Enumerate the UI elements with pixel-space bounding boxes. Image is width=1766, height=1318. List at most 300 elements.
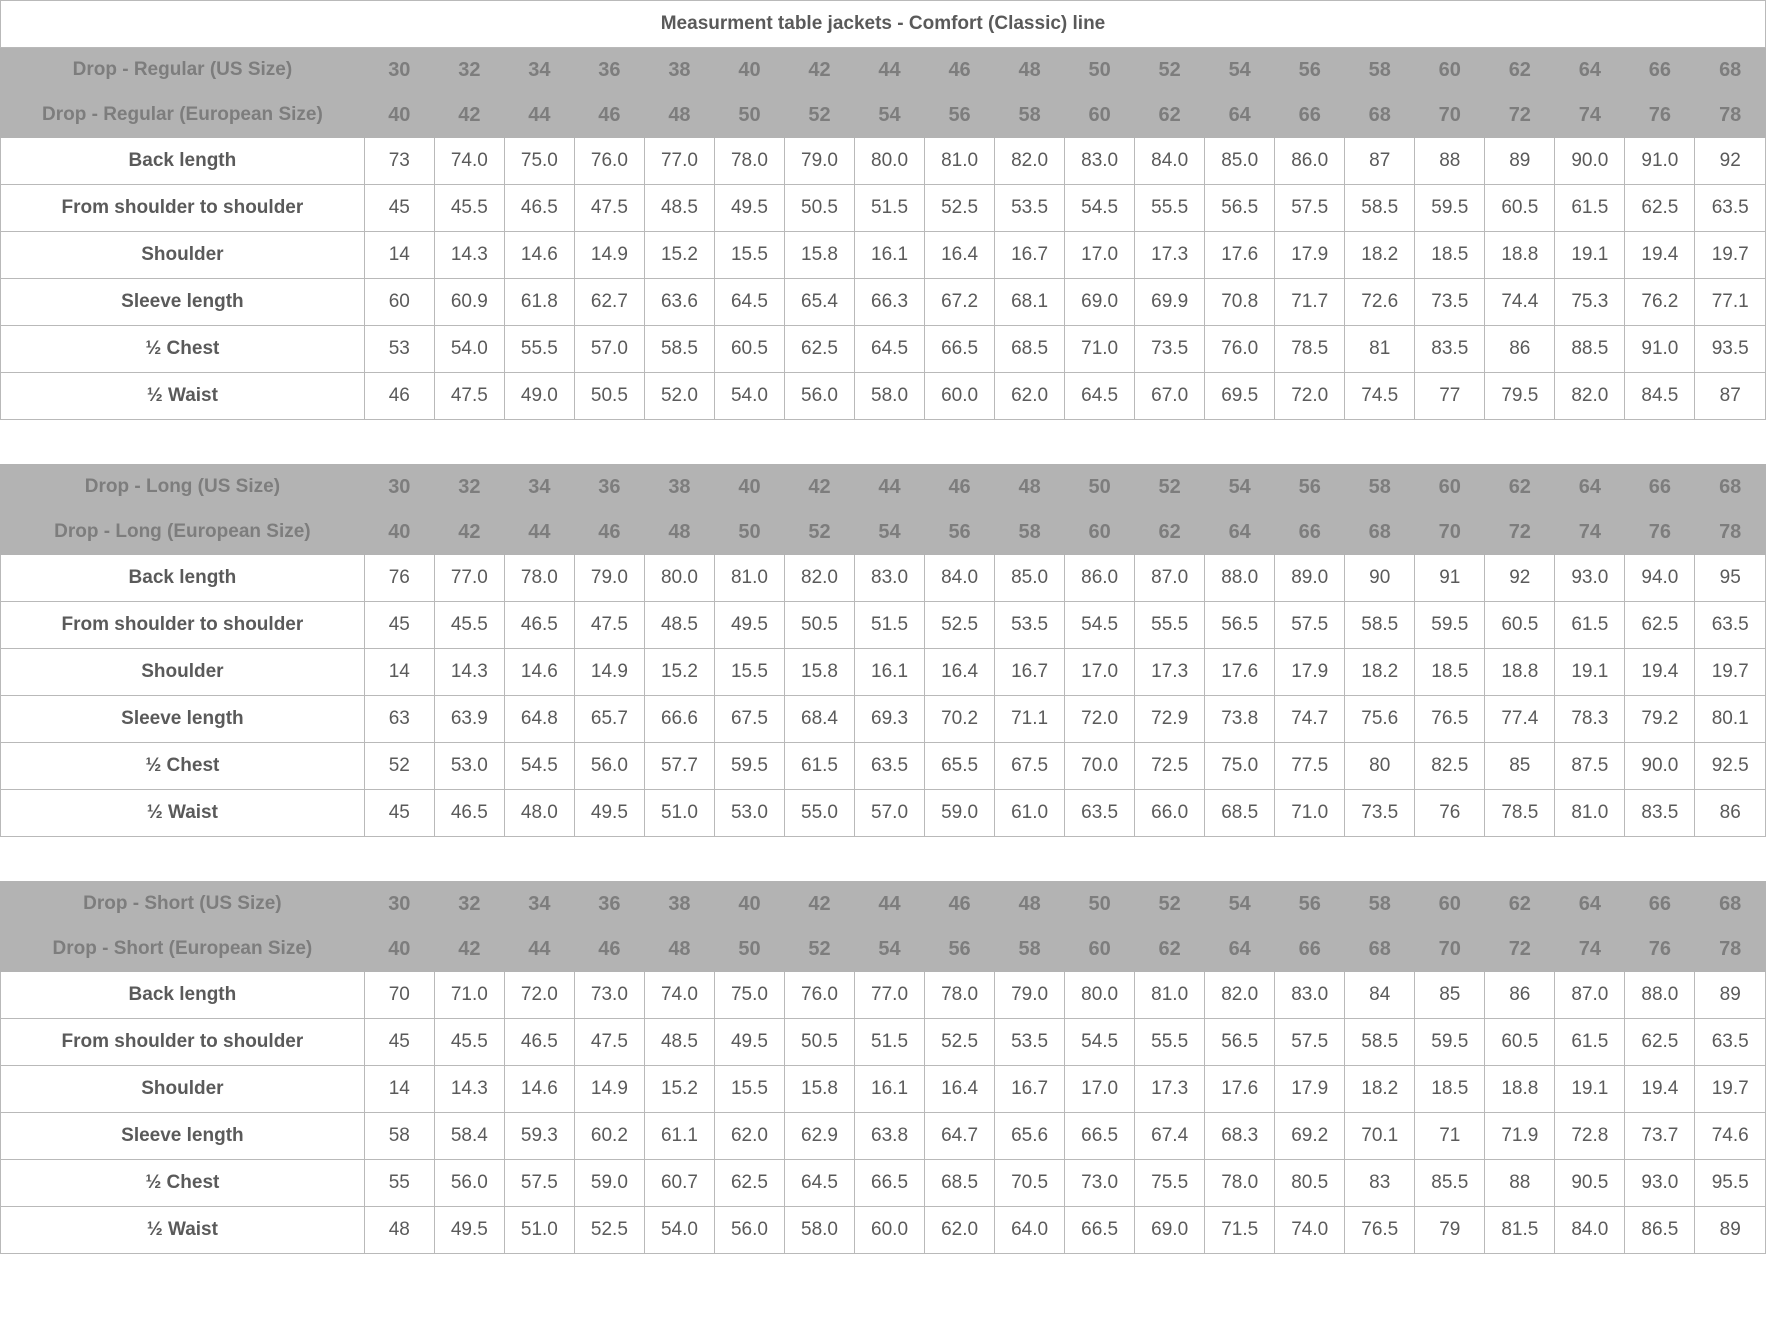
header-size-eu: 76 (1625, 93, 1695, 138)
header-size-eu: 44 (504, 510, 574, 555)
header-size-eu: 70 (1415, 93, 1485, 138)
header-size-eu: 78 (1695, 93, 1766, 138)
row-label: Back length (1, 972, 365, 1019)
header-size-us: 48 (995, 465, 1065, 510)
measurement-cell: 84.0 (925, 555, 995, 602)
measurement-cell: 14.6 (504, 1066, 574, 1113)
measurement-cell: 71.1 (995, 696, 1065, 743)
measurement-cell: 69.5 (1205, 373, 1275, 420)
header-size-eu: 58 (995, 93, 1065, 138)
measurement-cell: 16.1 (855, 1066, 925, 1113)
measurement-cell: 15.8 (784, 649, 854, 696)
measurement-cell: 57.5 (504, 1160, 574, 1207)
header-size-us: 52 (1135, 48, 1205, 93)
measurement-cell: 72.6 (1345, 279, 1415, 326)
measurement-cell: 47.5 (574, 185, 644, 232)
header-size-us: 64 (1555, 882, 1625, 927)
measurement-cell: 74.0 (434, 138, 504, 185)
measurement-cell: 17.3 (1135, 649, 1205, 696)
header-size-eu: 54 (855, 927, 925, 972)
header-size-eu: 72 (1485, 927, 1555, 972)
header-size-us: 32 (434, 882, 504, 927)
measurement-cell: 64.5 (784, 1160, 854, 1207)
measurement-cell: 78.0 (925, 972, 995, 1019)
measurement-cell: 92 (1695, 138, 1766, 185)
measurement-cell: 54.0 (644, 1207, 714, 1254)
header-size-eu: 66 (1275, 93, 1345, 138)
measurement-cell: 68.1 (995, 279, 1065, 326)
measurement-cell: 57.5 (1275, 602, 1345, 649)
measurement-cell: 51.5 (855, 602, 925, 649)
measurement-cell: 76.2 (1625, 279, 1695, 326)
row-label: Back length (1, 138, 365, 185)
measurement-cell: 57.5 (1275, 1019, 1345, 1066)
measurement-cell: 49.5 (434, 1207, 504, 1254)
measurement-cell: 61.5 (784, 743, 854, 790)
header-size-eu: 48 (644, 510, 714, 555)
measurement-cell: 80.1 (1695, 696, 1766, 743)
header-label-eu-regular: Drop - Regular (European Size) (1, 93, 365, 138)
measurement-cell: 52.5 (925, 1019, 995, 1066)
header-size-eu: 64 (1205, 510, 1275, 555)
measurement-cell: 17.0 (1065, 649, 1135, 696)
measurement-cell: 65.4 (784, 279, 854, 326)
header-size-eu: 60 (1065, 93, 1135, 138)
measurement-cell: 77.4 (1485, 696, 1555, 743)
measurement-cell: 64.5 (1065, 373, 1135, 420)
measurement-cell: 49.5 (714, 1019, 784, 1066)
measurement-cell: 72.0 (1065, 696, 1135, 743)
measurement-cell: 73.8 (1205, 696, 1275, 743)
measurement-cell: 62.7 (574, 279, 644, 326)
measurement-cell: 54.5 (1065, 1019, 1135, 1066)
measurement-cell: 55.5 (1135, 185, 1205, 232)
measurement-cell: 76 (364, 555, 434, 602)
measurement-cell: 73.7 (1625, 1113, 1695, 1160)
header-size-us: 46 (925, 48, 995, 93)
measurement-cell: 92.5 (1695, 743, 1766, 790)
measurement-cell: 69.0 (1065, 279, 1135, 326)
measurement-cell: 63.6 (644, 279, 714, 326)
measurement-cell: 61.5 (1555, 602, 1625, 649)
measurement-cell: 56.5 (1205, 602, 1275, 649)
measurement-cell: 59.3 (504, 1113, 574, 1160)
header-size-us: 32 (434, 48, 504, 93)
header-size-us: 44 (855, 48, 925, 93)
measurement-cell: 19.4 (1625, 232, 1695, 279)
measurement-cell: 53.0 (714, 790, 784, 837)
header-size-us: 48 (995, 48, 1065, 93)
header-size-us: 42 (784, 465, 854, 510)
measurement-cell: 78.0 (714, 138, 784, 185)
header-size-us: 36 (574, 465, 644, 510)
measurement-cell: 62.5 (784, 326, 854, 373)
header-size-eu: 72 (1485, 93, 1555, 138)
measurement-cell: 15.5 (714, 1066, 784, 1113)
sections-body (1, 48, 1766, 1254)
measurement-cell: 71.5 (1205, 1207, 1275, 1254)
row-label: Shoulder (1, 649, 365, 696)
measurement-cell: 58 (364, 1113, 434, 1160)
measurement-cell: 67.5 (714, 696, 784, 743)
measurement-cell: 61.5 (1555, 1019, 1625, 1066)
header-size-eu: 74 (1555, 927, 1625, 972)
measurement-cell: 69.3 (855, 696, 925, 743)
measurement-cell: 90 (1345, 555, 1415, 602)
measurement-cell: 17.6 (1205, 1066, 1275, 1113)
measurement-cell: 19.4 (1625, 1066, 1695, 1113)
measurement-cell: 63.5 (855, 743, 925, 790)
header-size-us: 36 (574, 882, 644, 927)
measurement-cell: 76.0 (784, 972, 854, 1019)
measurement-cell: 93.0 (1625, 1160, 1695, 1207)
measurement-cell: 81.5 (1485, 1207, 1555, 1254)
measurement-cell: 45 (364, 790, 434, 837)
measurement-cell: 60.5 (714, 326, 784, 373)
measurement-cell: 15.2 (644, 649, 714, 696)
header-size-eu: 56 (925, 93, 995, 138)
measurement-cell: 17.9 (1275, 649, 1345, 696)
measurement-cell: 47.5 (434, 373, 504, 420)
measurement-cell: 49.5 (574, 790, 644, 837)
spacer-cell (1, 420, 1766, 465)
measurement-cell: 82.0 (784, 555, 854, 602)
header-size-us: 66 (1625, 882, 1695, 927)
table-row (1, 232, 1766, 279)
measurement-cell: 75.0 (714, 972, 784, 1019)
measurement-cell: 67.5 (995, 743, 1065, 790)
header-label-us-long: Drop - Long (US Size) (1, 465, 365, 510)
measurement-cell: 85.0 (1205, 138, 1275, 185)
header-size-us: 40 (714, 48, 784, 93)
measurement-cell: 84.5 (1625, 373, 1695, 420)
measurement-cell: 60.2 (574, 1113, 644, 1160)
measurement-cell: 19.1 (1555, 649, 1625, 696)
measurement-cell: 18.2 (1345, 232, 1415, 279)
measurement-cell: 84.0 (1135, 138, 1205, 185)
header-size-eu: 66 (1275, 510, 1345, 555)
row-label: Back length (1, 555, 365, 602)
measurement-cell: 15.5 (714, 649, 784, 696)
measurement-cell: 71.0 (434, 972, 504, 1019)
measurement-cell: 62.5 (1625, 602, 1695, 649)
header-row-us-long (1, 465, 1766, 510)
measurement-cell: 61.0 (995, 790, 1065, 837)
measurement-cell: 63.5 (1695, 1019, 1766, 1066)
header-size-us: 48 (995, 882, 1065, 927)
measurement-cell: 82.5 (1415, 743, 1485, 790)
measurement-cell: 55.5 (1135, 1019, 1205, 1066)
measurement-cell: 80 (1345, 743, 1415, 790)
measurement-cell: 57.5 (1275, 185, 1345, 232)
row-label: From shoulder to shoulder (1, 185, 365, 232)
measurement-cell: 86 (1485, 326, 1555, 373)
table-row (1, 279, 1766, 326)
header-size-us: 44 (855, 882, 925, 927)
measurement-cell: 67.0 (1135, 373, 1205, 420)
measurement-cell: 88.5 (1555, 326, 1625, 373)
measurement-cell: 87.0 (1555, 972, 1625, 1019)
header-size-eu: 70 (1415, 927, 1485, 972)
measurement-cell: 63.9 (434, 696, 504, 743)
measurement-cell: 93.0 (1555, 555, 1625, 602)
measurement-cell: 56.0 (714, 1207, 784, 1254)
measurement-cell: 17.3 (1135, 1066, 1205, 1113)
measurement-cell: 93.5 (1695, 326, 1766, 373)
row-label: ½ Waist (1, 373, 365, 420)
header-size-eu: 50 (714, 510, 784, 555)
measurement-cell: 91.0 (1625, 326, 1695, 373)
measurement-cell: 18.5 (1415, 649, 1485, 696)
measurement-cell: 91.0 (1625, 138, 1695, 185)
measurement-cell: 79.2 (1625, 696, 1695, 743)
table-row (1, 743, 1766, 790)
measurement-cell: 60 (364, 279, 434, 326)
header-size-us: 68 (1695, 465, 1766, 510)
header-size-us: 62 (1485, 48, 1555, 93)
measurement-cell: 17.6 (1205, 232, 1275, 279)
table-row (1, 696, 1766, 743)
header-size-us: 54 (1205, 882, 1275, 927)
measurement-cell: 85 (1415, 972, 1485, 1019)
measurement-cell: 17.9 (1275, 232, 1345, 279)
measurement-cell: 14.3 (434, 649, 504, 696)
measurement-cell: 16.1 (855, 232, 925, 279)
measurement-cell: 81.0 (925, 138, 995, 185)
measurement-cell: 56.5 (1205, 185, 1275, 232)
measurement-cell: 66.5 (855, 1160, 925, 1207)
measurement-cell: 83.0 (1275, 972, 1345, 1019)
measurement-cell: 49.5 (714, 602, 784, 649)
header-label-eu-short: Drop - Short (European Size) (1, 927, 365, 972)
measurement-cell: 62.0 (995, 373, 1065, 420)
header-size-eu: 60 (1065, 510, 1135, 555)
measurement-cell: 83.5 (1625, 790, 1695, 837)
measurement-cell: 60.7 (644, 1160, 714, 1207)
measurement-cell: 16.4 (925, 649, 995, 696)
table-row (1, 1207, 1766, 1254)
measurement-cell: 83.5 (1415, 326, 1485, 373)
measurement-cell: 14.9 (574, 649, 644, 696)
measurement-cell: 62.5 (1625, 1019, 1695, 1066)
measurement-cell: 14 (364, 1066, 434, 1113)
measurement-cell: 80.0 (855, 138, 925, 185)
measurement-cell: 17.9 (1275, 1066, 1345, 1113)
measurement-cell: 87.5 (1555, 743, 1625, 790)
header-size-us: 52 (1135, 882, 1205, 927)
header-size-us: 40 (714, 465, 784, 510)
header-size-eu: 68 (1345, 93, 1415, 138)
row-label: From shoulder to shoulder (1, 1019, 365, 1066)
measurement-cell: 62.5 (1625, 185, 1695, 232)
header-size-eu: 62 (1135, 93, 1205, 138)
measurement-cell: 56.0 (784, 373, 854, 420)
measurement-cell: 70.2 (925, 696, 995, 743)
header-size-eu: 62 (1135, 927, 1205, 972)
measurement-cell: 87.0 (1135, 555, 1205, 602)
measurement-cell: 18.8 (1485, 232, 1555, 279)
measurement-cell: 94.0 (1625, 555, 1695, 602)
measurement-cell: 14.6 (504, 649, 574, 696)
measurement-cell: 68.5 (995, 326, 1065, 373)
header-size-us: 64 (1555, 465, 1625, 510)
header-size-us: 38 (644, 465, 714, 510)
header-size-us: 34 (504, 465, 574, 510)
measurement-cell: 73.5 (1345, 790, 1415, 837)
measurement-cell: 73.0 (1065, 1160, 1135, 1207)
header-size-us: 60 (1415, 465, 1485, 510)
header-size-eu: 66 (1275, 927, 1345, 972)
measurement-cell: 76.5 (1415, 696, 1485, 743)
header-size-us: 62 (1485, 882, 1555, 927)
measurement-cell: 18.8 (1485, 649, 1555, 696)
measurement-cell: 64.0 (995, 1207, 1065, 1254)
measurement-cell: 56.0 (434, 1160, 504, 1207)
measurement-cell: 90.0 (1625, 743, 1695, 790)
header-size-eu: 56 (925, 927, 995, 972)
measurement-cell: 50.5 (784, 185, 854, 232)
measurement-cell: 72.9 (1135, 696, 1205, 743)
measurement-cell: 78.0 (504, 555, 574, 602)
measurement-cell: 80.0 (1065, 972, 1135, 1019)
measurement-cell: 75.0 (1205, 743, 1275, 790)
measurement-cell: 68.3 (1205, 1113, 1275, 1160)
measurement-cell: 18.8 (1485, 1066, 1555, 1113)
row-label: ½ Chest (1, 743, 365, 790)
header-size-eu: 70 (1415, 510, 1485, 555)
measurement-cell: 64.5 (855, 326, 925, 373)
header-size-us: 30 (364, 48, 434, 93)
table-row (1, 1019, 1766, 1066)
header-size-us: 54 (1205, 465, 1275, 510)
measurement-cell: 49.5 (714, 185, 784, 232)
measurement-cell: 81 (1345, 326, 1415, 373)
measurement-cell: 90.5 (1555, 1160, 1625, 1207)
measurement-cell: 52.5 (925, 602, 995, 649)
header-size-us: 66 (1625, 465, 1695, 510)
measurement-cell: 55.5 (1135, 602, 1205, 649)
title-row (1, 1, 1766, 48)
measurement-cell: 95.5 (1695, 1160, 1766, 1207)
measurement-cell: 17.0 (1065, 1066, 1135, 1113)
header-size-eu: 52 (784, 510, 854, 555)
measurement-cell: 89 (1485, 138, 1555, 185)
measurement-cell: 85.5 (1415, 1160, 1485, 1207)
header-size-eu: 42 (434, 510, 504, 555)
header-size-eu: 48 (644, 93, 714, 138)
measurement-cell: 16.4 (925, 232, 995, 279)
header-size-us: 56 (1275, 882, 1345, 927)
table-row (1, 138, 1766, 185)
table-row (1, 1066, 1766, 1113)
header-size-eu: 54 (855, 510, 925, 555)
measurement-cell: 15.8 (784, 1066, 854, 1113)
measurement-cell: 86.0 (1275, 138, 1345, 185)
table-row (1, 555, 1766, 602)
header-label-eu-long: Drop - Long (European Size) (1, 510, 365, 555)
header-size-eu: 60 (1065, 927, 1135, 972)
measurement-cell: 46.5 (504, 185, 574, 232)
table-row (1, 326, 1766, 373)
header-size-us: 52 (1135, 465, 1205, 510)
header-size-us: 68 (1695, 48, 1766, 93)
measurement-cell: 65.5 (925, 743, 995, 790)
measurement-cell: 55.0 (784, 790, 854, 837)
measurement-cell: 79 (1415, 1207, 1485, 1254)
measurement-cell: 72.8 (1555, 1113, 1625, 1160)
header-size-eu: 56 (925, 510, 995, 555)
measurement-cell: 75.3 (1555, 279, 1625, 326)
measurement-cell: 66.5 (1065, 1207, 1135, 1254)
measurement-cell: 16.7 (995, 649, 1065, 696)
measurement-cell: 65.6 (995, 1113, 1065, 1160)
header-size-us: 42 (784, 48, 854, 93)
measurement-cell: 83.0 (1065, 138, 1135, 185)
measurement-cell: 19.1 (1555, 232, 1625, 279)
measurement-cell: 74.0 (644, 972, 714, 1019)
measurement-cell: 60.5 (1485, 602, 1555, 649)
measurement-cell: 73.5 (1415, 279, 1485, 326)
measurement-cell: 86.0 (1065, 555, 1135, 602)
measurement-cell: 80.0 (644, 555, 714, 602)
measurement-cell: 86.5 (1625, 1207, 1695, 1254)
header-size-us: 58 (1345, 882, 1415, 927)
measurement-cell: 87 (1695, 373, 1766, 420)
measurement-cell: 59.5 (714, 743, 784, 790)
header-size-us: 56 (1275, 48, 1345, 93)
measurement-cell: 71.9 (1485, 1113, 1555, 1160)
measurement-cell: 90.0 (1555, 138, 1625, 185)
header-size-eu: 52 (784, 93, 854, 138)
header-size-eu: 64 (1205, 927, 1275, 972)
measurement-cell: 78.0 (1205, 1160, 1275, 1207)
header-label-us-regular: Drop - Regular (US Size) (1, 48, 365, 93)
header-size-eu: 44 (504, 93, 574, 138)
measurement-cell: 91 (1415, 555, 1485, 602)
measurement-cell: 64.5 (714, 279, 784, 326)
header-size-us: 50 (1065, 48, 1135, 93)
measurement-cell: 50.5 (784, 1019, 854, 1066)
measurement-cell: 78.5 (1485, 790, 1555, 837)
header-size-us: 64 (1555, 48, 1625, 93)
measurement-cell: 45.5 (434, 185, 504, 232)
header-size-us: 44 (855, 465, 925, 510)
measurement-cell: 17.3 (1135, 232, 1205, 279)
measurement-cell: 89 (1695, 1207, 1766, 1254)
measurement-cell: 76.5 (1345, 1207, 1415, 1254)
header-size-us: 34 (504, 882, 574, 927)
measurement-cell: 73.0 (574, 972, 644, 1019)
measurement-cell: 81.0 (714, 555, 784, 602)
measurement-cell: 16.7 (995, 1066, 1065, 1113)
header-row-eu-long (1, 510, 1766, 555)
row-label: ½ Waist (1, 1207, 365, 1254)
measurement-cell: 14.9 (574, 232, 644, 279)
measurement-cell: 18.5 (1415, 232, 1485, 279)
row-label: From shoulder to shoulder (1, 602, 365, 649)
measurement-cell: 15.8 (784, 232, 854, 279)
measurement-cell: 17.0 (1065, 232, 1135, 279)
measurement-cell: 14.3 (434, 232, 504, 279)
measurement-cell: 80.5 (1275, 1160, 1345, 1207)
measurement-cell: 51.5 (855, 1019, 925, 1066)
header-size-eu: 58 (995, 927, 1065, 972)
measurement-cell: 62.9 (784, 1113, 854, 1160)
measurement-cell: 46.5 (504, 602, 574, 649)
measurement-cell: 69.0 (1135, 1207, 1205, 1254)
measurement-cell: 66.5 (925, 326, 995, 373)
measurement-cell: 53.0 (434, 743, 504, 790)
